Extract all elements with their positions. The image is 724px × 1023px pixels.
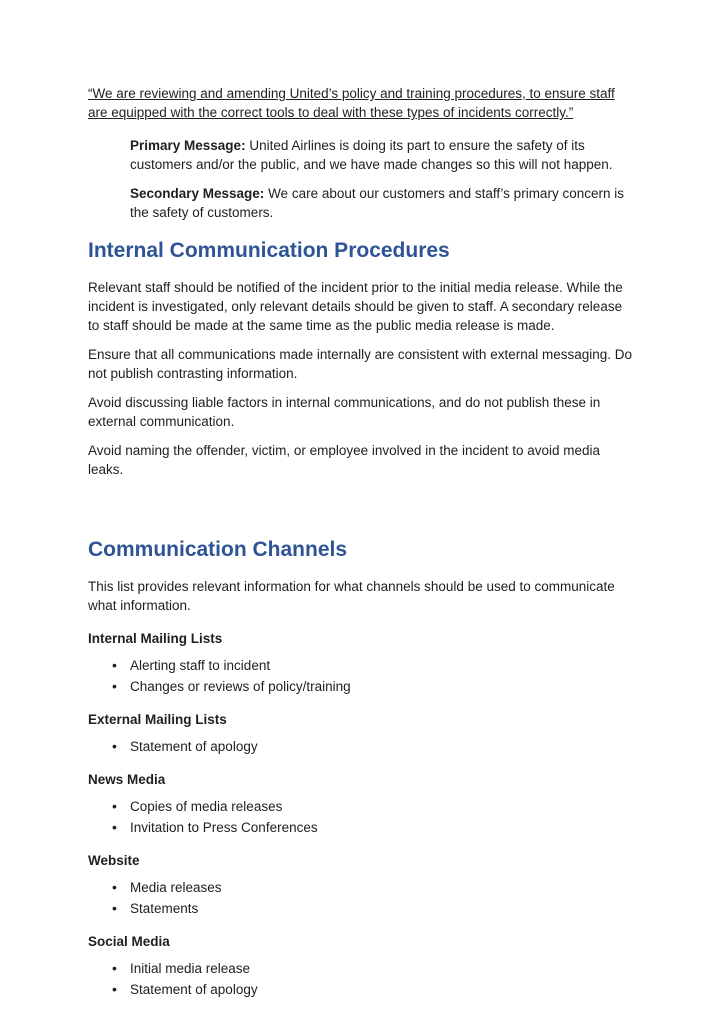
heading-communication-channels: Communication Channels (88, 538, 348, 561)
channel-group-list-external-mailing-lists (88, 737, 636, 756)
paragraph-consistent-messaging: Ensure that all communications made internally are consistent with external messaging. Do not publish contrasting information. (88, 347, 633, 381)
quote-paragraph: “We are reviewing and amending United’s policy and training procedures, to ensure staff are equipped with the correct tools to deal with these types of incidents correctly.” (88, 86, 615, 120)
paragraph-channels-intro: This list provides relevant information for what channels should be used to communicate what information. (88, 579, 615, 613)
channel-group-list-news-media (88, 797, 636, 837)
channel-group-list-social-media (88, 959, 636, 999)
secondary-message-paragraph (130, 184, 636, 222)
channel-group-title-external-mailing-lists: External Mailing Lists (88, 712, 227, 727)
channel-group-title-news-media: News Media (88, 772, 166, 787)
channel-group-title-social-media: Social Media (88, 934, 170, 949)
channel-group-title-website: Website (88, 853, 140, 868)
channel-group-list-internal-mailing-lists (88, 656, 636, 696)
secondary-message-label: Secondary Message: (130, 186, 265, 201)
list-item: • Statement of apology (88, 737, 636, 756)
secondary-message-text: We care about our customers and staff’s primary concern is the safety of customers. (130, 186, 624, 220)
primary-message-text: United Airlines is doing its part to ensure the safety of its customers and/or the public, and we have made changes so this will not happen. (130, 138, 613, 172)
list-item: • Statements (88, 899, 636, 918)
list-item: • Media releases (88, 878, 636, 897)
list-item: • Changes or reviews of policy/training (88, 677, 636, 696)
channel-group-title-internal-mailing-lists: Internal Mailing Lists (88, 631, 223, 646)
channel-group-list-website (88, 878, 636, 918)
list-item: • Statement of apology (88, 980, 636, 999)
paragraph-liable-factors: Avoid discussing liable factors in internal communications, and do not publish these in external communication. (88, 395, 601, 429)
list-item: • Invitation to Press Conferences (88, 818, 636, 837)
paragraph-avoid-naming: Avoid naming the offender, victim, or employee involved in the incident to avoid media leaks. (88, 443, 601, 477)
primary-message-paragraph (130, 136, 636, 174)
list-item: • Copies of media releases (88, 797, 636, 816)
primary-message-label: Primary Message: (130, 138, 246, 153)
paragraph-staff-notification: Relevant staff should be notified of the incident prior to the initial media release. While the incident is investigated, only relevant details should be given to staff. A secondary release to staff should be made at the same time as the public media release is made. (88, 280, 623, 333)
heading-internal-communication-procedures: Internal Communication Procedures (88, 239, 450, 262)
list-item: • Initial media release (88, 959, 636, 978)
list-item: • Alerting staff to incident (88, 656, 636, 675)
